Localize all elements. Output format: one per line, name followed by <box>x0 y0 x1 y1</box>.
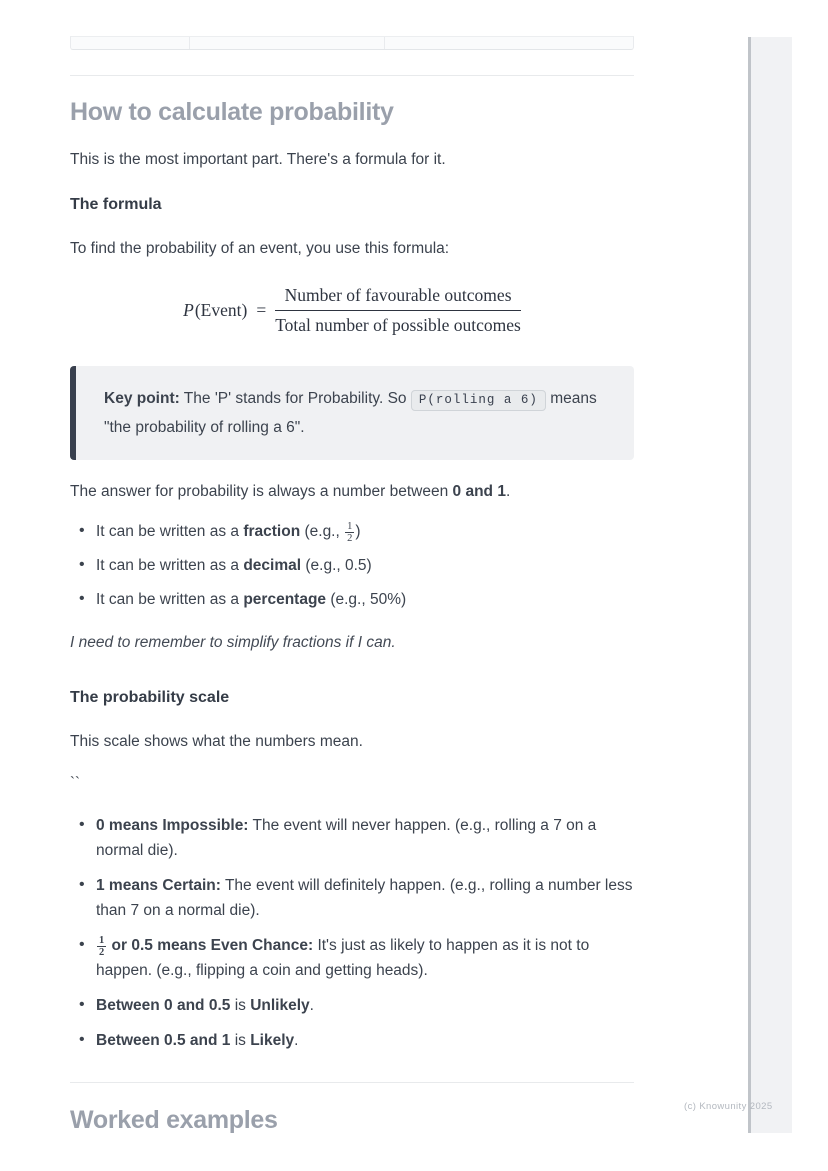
text-segment: ) <box>355 523 361 540</box>
fraction: $\frac{1}{2}$ <box>347 520 353 544</box>
section-divider <box>70 75 634 76</box>
text-segment: is <box>230 1032 251 1049</box>
formula-denominator: Total number of possible outcomes <box>275 315 521 335</box>
text-segment: The event will never happen. (e.g., rolling a 7 on a normal die). <box>96 817 597 859</box>
formula-numerator: Number of favourable outcomes <box>275 285 521 311</box>
subheading-the-formula: The formula <box>70 196 162 213</box>
text-segment: . <box>294 1032 299 1049</box>
subheading-probability-scale: The probability scale <box>70 689 230 706</box>
text-segment: or 0.5 means Even Chance: <box>107 937 314 954</box>
text-segment: (e.g., 50%) <box>326 591 407 608</box>
list-item <box>70 993 634 1018</box>
paragraph-scale-intro: This scale shows what the numbers mean. <box>70 733 363 750</box>
text-segment: 0 means Impossible: <box>96 817 249 834</box>
paragraph-formula-intro: To find the probability of an event, you use this formula: <box>70 240 450 257</box>
text-segment: It can be written as a <box>96 557 244 574</box>
heading-how-to-calculate-probability: How to calculate probability <box>70 98 394 126</box>
scale-list <box>70 813 634 1053</box>
formula-fraction <box>275 285 521 336</box>
text-segment: . <box>505 483 511 500</box>
text-segment: Likely <box>250 1032 295 1049</box>
heading-worked-examples: Worked examples <box>70 1106 278 1134</box>
paragraph-intro: This is the most important part. There's a formula for it. <box>70 151 446 168</box>
list-item <box>70 933 634 983</box>
text-segment: 1 means Certain: <box>96 877 221 894</box>
text-segment: Unlikely <box>250 997 310 1014</box>
text-segment: It can be written as a <box>96 523 244 540</box>
text-segment: percentage <box>243 591 327 608</box>
watermark: (c) Knowunity 2025 <box>684 1101 773 1112</box>
reminder-note: I need to remember to simplify fractions if I can. <box>70 634 396 651</box>
text-segment: Between 0 and 0.5 <box>96 997 231 1014</box>
formula-left-hand-side <box>183 300 247 321</box>
list-item <box>70 518 634 545</box>
text-segment: means "the probability of rolling a 6". <box>104 390 597 436</box>
text-segment: fraction <box>243 523 301 540</box>
list-item <box>70 813 634 863</box>
list-item <box>70 873 634 923</box>
formula-argument: (Event) <box>194 300 248 320</box>
text-segment: 0 and 1 <box>452 483 506 500</box>
stray-backticks: `` <box>70 774 80 791</box>
formats-list <box>70 518 634 613</box>
text-segment: It can be written as a <box>96 591 244 608</box>
text-segment: Key point: <box>104 390 180 407</box>
text-segment: It's just as likely to happen as it is not to happen. (e.g., flipping a coin and getting heads). <box>96 937 590 979</box>
section-divider <box>70 1082 634 1083</box>
text-segment: . <box>309 997 314 1014</box>
text-segment: Between 0.5 and 1 <box>96 1032 231 1049</box>
list-item <box>70 1028 634 1053</box>
text-segment: The 'P' stands for Probability. So <box>179 390 411 407</box>
probability-formula <box>70 285 634 336</box>
inline-code: P(rolling a 6) <box>411 390 546 411</box>
list-item <box>70 552 634 579</box>
formula-variable: P <box>183 300 194 320</box>
list-item <box>70 586 634 613</box>
text-segment: decimal <box>243 557 302 574</box>
text-segment: The event will definitely happen. (e.g., rolling a number less than 7 on a normal die). <box>96 877 633 919</box>
text-segment: The answer for probability is always a number between <box>70 483 453 500</box>
text-segment: (e.g., 0.5) <box>301 557 372 574</box>
text-segment: (e.g., <box>300 523 345 540</box>
text-segment: is <box>230 997 251 1014</box>
adjacent-page-preview[interactable] <box>748 37 792 1133</box>
paragraph-answer-range <box>70 480 634 504</box>
key-point-callout <box>70 366 634 460</box>
fraction: • $\frac{1}{2}$ <box>99 934 105 958</box>
formula-equals-sign: = <box>256 300 267 320</box>
callout-text <box>104 390 597 436</box>
document-content <box>70 0 634 1136</box>
